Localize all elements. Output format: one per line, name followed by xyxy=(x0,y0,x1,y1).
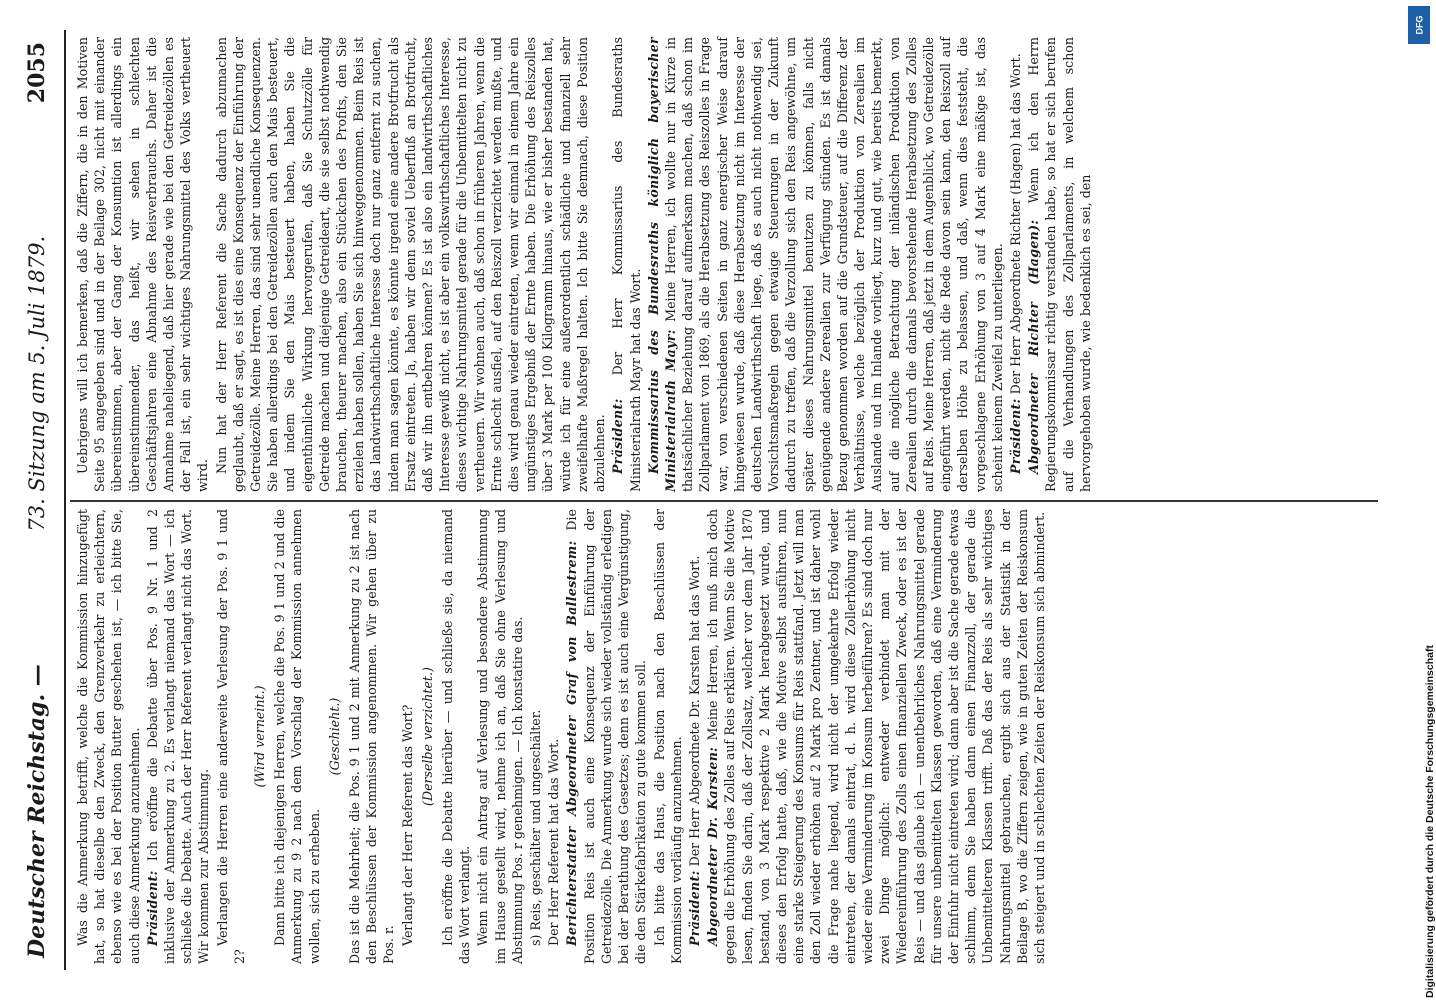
funding-note-text: Digitalisierung gefördert durch die Deutsche Forschungsgemeinschaft xyxy=(1424,645,1436,998)
stage-direction xyxy=(326,509,343,964)
speaker-name: Präsident: xyxy=(610,398,626,474)
paragraph xyxy=(686,509,703,964)
paragraph-text: Nun hat der Herr Referent die Sache dadurch abzumachen geglaubt, daß er sagt, es ist dies eine Konsequenz der Einführung der Getreidezölle. Meine Herren, das sind sehr unendliche Konsequenzen. Sie haben allerdings bei den Getreidezöllen auch den Mais besteuert, und indem Sie den Mais besteuert haben, haben Sie die eigenthümliche Wirkung hervorgerufen, daß Sie Schutzzölle für Getreide machen und diejenige Getreideart, die sie selbst nothwendig brauchen, theurer machen, also ein Stückchen des Profits, den Sie erzielen haben sollen, haben Sie sich hinweggenommen. Beim Reis ist das landwirthschaftliche Interesse doch nur ganz entfernt zu suchen, indem man sagen könnte, es könnte irgend eine andere Brotfrucht als Ersatz eintreten. Ja, haben wir denn soviel Ueberfluß an Brotfrucht, daß wir ihn entbehren können? Es ist also ein landwirthschaftliches Interesse gewiß nicht, es ist aber ein volkswirthschaftliches Interesse, dieses wichtige Nahrungsmittel gerade für die Unbemittelten nicht zu vertheuern. Wir wohnen auch, daß schon in früheren Jahren, wenn die Ernte schlecht ausfiel, auf den Reiszoll verzichtet werden mußte, und dies wird genau wieder eintreten, wenn wir einmal in einem Jahre ein ungünstiges Ergebniß der Ernte haben. Die Erhöhung des Reiszolles über 3 Mark per 100 Kilogramm hinaus, wie er bisher bestanden hat, würde ich für eine außerordentlich schädliche und finanziell sehr zweifelhafte Maßregel halten. Ich bitte Sie demnach, diese Position abzulehnen. xyxy=(213,37,608,492)
dfg-logo-text: DFG xyxy=(1414,15,1424,35)
speaker-name: Präsident: xyxy=(144,870,160,946)
funding-note xyxy=(1404,0,1436,1000)
paragraph-text: s) Reis, geschälter und ungeschälter. xyxy=(528,709,544,946)
paragraph xyxy=(563,509,649,964)
paragraph-text: Verlangt der Herr Referent das Wort? xyxy=(399,704,415,946)
paragraph xyxy=(214,509,248,964)
paragraph-text: (Wird verneint.) xyxy=(252,685,268,788)
header-publication: Deutscher Reichstag. — xyxy=(24,664,50,958)
paragraph xyxy=(704,509,1048,964)
paragraph xyxy=(74,509,143,964)
paragraph-text: (Derselbe verzichtet.) xyxy=(419,667,435,806)
paragraph xyxy=(651,509,685,964)
text-column-right xyxy=(74,37,1374,492)
paragraph-text: Ich eröffne die Debatte hierüber — und schließe sie, da niemand das Wort verlangt. xyxy=(440,509,473,964)
header-session: 73. Sitzung am 5. Juli 1879. xyxy=(25,235,49,532)
text-column-left xyxy=(74,509,1374,964)
paragraph-text: Dann bitte ich diejenigen Herren, welche die Pos. 9 1 und 2 und die Anmerkung zu 9 2 nach dem Vorschlag der Kommission annehmen wollen, sich zu erheben. xyxy=(272,509,322,964)
speaker-name: Kommissarius des Bundesraths königlich bayerischer Ministerialrath Mayr: xyxy=(645,37,678,492)
paragraph xyxy=(527,509,544,964)
paragraph xyxy=(1025,37,1094,492)
paragraph-text: (Geschieht.) xyxy=(326,697,342,776)
header-page-number: 2055 xyxy=(24,42,50,104)
speaker-name: Berichterstatter Abgeordneter Graf von Ballestrem: xyxy=(564,540,580,946)
speaker-name: Präsident: xyxy=(1007,398,1023,474)
paragraph xyxy=(545,509,562,964)
paragraph-text: Meine Herren, ich wollte nur in Kürze in thatsächlicher Beziehung darauf aufmerksam machen, daß schon im Zollparlament von 1869, als die Herabsetzung des Reiszolles in Frage war, von verschiedenen Seiten in ganz energischer Weise darauf hingewiesen wurde, daß diese Herabsetzung nicht im Interesse der deutschen Landwirthschaft liege, daß es auch nicht nothwendig sei, Vorsichtsmaßregeln gegen etwaige Steuerungen in der Zukunft dadurch zu treffen, daß die Verzollung sich den Reis angewöhne, um später dieses Nahrungsmittel benutzen zu können, falls nicht genügende andere Zerealien zur Verfügung stünden. Es ist damals Bezug genommen worden auf die Grundsteuer, auf die Differenz der Verhältnisse, welche bezüglich der Produktion von Zerealien im Auslande und im Inlande vorliegt, kurz und gut, wie bereits bemerkt, auf die mögliche Betrachtung der inländischen Produktion von Zerealien durch die damals bevorstehende Herabsetzung des Zolles auf Reis. Meine Herren, daß jetzt in dem Augenblick, wo Getreidezölle eingeführt werden, nicht die Rede davon sein kann, den Reiszoll auf derselben Höhe zu belassen, und daß, wenn dies feststeht, die vorgeschlagene Erhöhung von 3 auf 4 Mark eine mäßige ist, das scheint keinem Zweifel zu unterliegen. xyxy=(662,37,1005,492)
paragraph xyxy=(474,509,526,964)
paragraph xyxy=(74,37,212,492)
stage-direction xyxy=(419,509,436,964)
paragraph-text: Was die Anmerkung betrifft, welche die Kommission hinzugefügt hat, so hat dieselbe den Zweck, den Grenzverkehr zu erleichtern, ebenso wie es bei der Position Butter geschehen ist, — ich bitte Sie, auch diese Anmerkung anzunehmen. xyxy=(75,509,142,964)
rotated-page xyxy=(10,30,1382,970)
page-header xyxy=(10,30,66,970)
paragraph-text: Der Herr Abgeordnete Richter (Hagen) hat das Wort. xyxy=(1007,53,1023,395)
paragraph xyxy=(1007,37,1024,492)
paragraph-text: Der Herr Abgeordnete Dr. Karsten hat das Wort. xyxy=(686,555,702,867)
paragraph-text: Meine Herren, ich muß mich doch gegen die Erhöhung des Zolles auf Reis erklären. Wenn Sie die Motive lesen, finden Sie darin, daß der Zollsatz, welcher vor dem Jahr 1870 bestand, von 3 Mark respektive 2 Mark herabgesetzt wurde, und dieses den Erfolg hatte, daß, wie die Motive selbst ausführen, nun eine starke Steigerung des Konsums für Reis stattfand. Jetzt will man den Zoll wieder erhöhen auf 2 Mark pro Zentner, und ist daher wohl die Frage nahe liegend, wird nicht der umgekehrte Erfolg wieder eintreten, der damals eintrat, d. h. wird diese Zollerhöhung nicht wieder eine Verminderung im Konsum herbeiführen? Es sind doch nur zwei Dinge möglich: entweder verbindet man mit der Wiedereinführung des Zolls einen finanziellen Zweck, oder es ist der Reis — und das glaube ich — unentbehrliches Nahrungsmittel gerade für unsere unbemittelten Klassen geworden, daß eine Verminderung der Einfuhr nicht eintreten wird; dann aber ist die Sache gerade etwas schlimm, denn Sie haben dann einen Finanzzoll, der gerade die Unbemittelteren Klassen trifft. Daß das der Reis als sehr wichtiges Nahrungsmittel gebrauchen, ergibt sich aus der Statistik in der Beilage B, wo die Ziffern zeigen, wie in guten Zeiten der Reiskonsum sich steigert und in schlechten Zeiten der Reiskonsum sich abmindert. xyxy=(705,509,1047,964)
paragraph-text: Wenn ich den Herrn Regierungskommissar richtig verstanden habe, so hat er sich berufen auf die Verhandlungen des Zollparlaments, in welchem schon hervorgehoben wurde, wie bedenklich es sei, den xyxy=(1026,37,1093,492)
paragraph-text: Ich eröffne die Debatte über Pos. 9 Nr. 1 und 2 inklusive der Anmerkung zu 2. Es verlangt niemand das Wort — ich schließe die Debatte. Auch der Herr Referent verlangt nicht das Wort. Wir kommen zur Abstimmung. xyxy=(144,509,212,964)
paragraph xyxy=(271,509,323,964)
paragraph xyxy=(645,37,1006,492)
paragraph xyxy=(399,509,416,964)
stage-direction xyxy=(251,509,268,964)
speaker-name: Abgeordneter Dr. Karsten: xyxy=(705,746,721,946)
paragraph-text: Wenn nicht ein Antrag auf Verlesung und besondere Abstimmung im Hause gestellt wird, nehme ich an, daß Sie ohne Verlesung und Abstimmung Pos. r genehmigen. — Ich konstatire das. xyxy=(475,509,525,964)
column-divider xyxy=(70,500,1378,502)
paragraph xyxy=(213,37,609,492)
speaker-name: Präsident: xyxy=(686,870,702,946)
paragraph-text: Das ist die Mehrheit; die Pos. 9 1 und 2 mit Anmerkung zu 2 ist nach den Beschlüssen der Kommission angenommen. Wir gehen über zu Pos. r. xyxy=(347,509,397,964)
paragraph xyxy=(609,37,643,492)
paragraph-text: Die Position Reis ist auch eine Konsequenz der Einführung der Getreidezölle. Die Anmerkung wurde sich wieder vollständig erledigen bei der Berathung des Gesetzes; denn es ist auch eine Vergünstigung, die den Stärkefabrikation zu gute kommen soll. xyxy=(564,509,649,964)
paragraph xyxy=(144,509,213,964)
paragraph xyxy=(346,509,398,964)
paragraph-text: Verlangen die Herren eine anderweite Verlesung der Pos. 9 1 und 2? xyxy=(214,509,247,964)
paragraph-text: Uebrigens will ich bemerken, daß die Ziffern, die in den Motiven Seite 95 angegeben sind und in der Beilage 302, nicht mit einander übereinstimmen, aber der Gang der Konsumtion ist allerdings ein übereinstimmender, das heißt, wir sehen in schlechten Geschäftsjahren eine Abnahme des Reisverbrauchs. Daher ist die Annahme naheliegend, daß hier gerade wie bei den Getreidezöllen es der Fall ist, ein sehr wichtiges Nahrungsmittel des Volks vertheuert wird. xyxy=(75,37,211,492)
paragraph-text: Der Herr Kommissarius des Bundesraths Ministerialrath Mayr hat das Wort. xyxy=(610,37,643,492)
speaker-name: Abgeordneter Richter (Hagen): xyxy=(1026,219,1042,474)
paragraph-text: Ich bitte das Haus, die Position nach den Beschlüssen der Kommission vorläufig anzunehmen. xyxy=(651,509,684,964)
paragraph xyxy=(439,509,473,964)
paragraph-text: Der Herr Referent hat das Wort. xyxy=(546,738,562,946)
